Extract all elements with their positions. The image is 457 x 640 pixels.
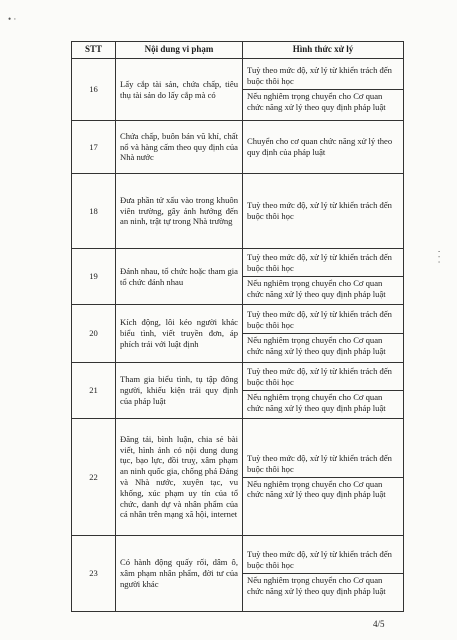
form-item: Tuỳ theo mức độ, xử lý từ khiển trách đến buộc thôi học	[247, 252, 392, 274]
row-form	[243, 363, 404, 419]
table-row	[72, 121, 404, 174]
row-stt: 16	[72, 59, 116, 121]
row-content: Có hành động quấy rối, dâm ô, xâm phạm nhân phẩm, đời tư của người khác	[116, 536, 243, 612]
form-item: Tuỳ theo mức độ, xử lý từ khiển trách đến buộc thôi học	[247, 549, 392, 571]
form-item: Tuỳ theo mức độ, xử lý từ khiển trách đến buộc thôi học	[247, 309, 392, 331]
violation-table	[71, 41, 404, 612]
table-row	[72, 536, 404, 612]
form-item: Chuyển cho cơ quan chức năng xử lý theo quy định của pháp luật	[247, 135, 393, 157]
row-content: Kích động, lôi kéo người khác biểu tình, viết truyền đơn, áp phích trái với luật định	[116, 305, 243, 363]
form-item: Tuỳ theo mức độ, xử lý từ khiển trách đến buộc thôi học	[247, 199, 392, 221]
header-content: Nội dung vi phạm	[116, 42, 243, 59]
row-form	[243, 59, 404, 121]
form-item: Nếu nghiêm trọng chuyển cho Cơ quan chức năng xử lý theo quy định pháp luật	[243, 276, 403, 302]
header-form: Hình thức xử lý	[243, 42, 404, 59]
row-form	[243, 121, 404, 174]
header-stt: STT	[72, 42, 116, 59]
table-row	[72, 363, 404, 419]
row-stt: 19	[72, 249, 116, 305]
form-item: Tuỳ theo mức độ, xử lý từ khiển trách đến buộc thôi học	[247, 65, 392, 87]
form-item: Nếu nghiêm trọng chuyển cho Cơ quan chức năng xử lý theo quy định pháp luật	[243, 573, 403, 599]
page-number: 4/5	[373, 619, 385, 629]
row-stt: 21	[72, 363, 116, 419]
row-stt: 18	[72, 174, 116, 249]
row-form	[243, 536, 404, 612]
form-item: Nếu nghiêm trọng chuyển cho Cơ quan chức năng xử lý theo quy định pháp luật	[243, 333, 403, 359]
row-form	[243, 249, 404, 305]
table-row	[72, 419, 404, 536]
table-row	[72, 249, 404, 305]
row-content: Đánh nhau, tổ chức hoặc tham gia tổ chức đánh nhau	[116, 249, 243, 305]
row-stt: 17	[72, 121, 116, 174]
row-stt: 20	[72, 305, 116, 363]
row-content: Lấy cắp tài sản, chứa chấp, tiêu thụ tài sản do lấy cắp mà có	[116, 59, 243, 121]
form-item: Nếu nghiêm trọng chuyển cho Cơ quan chức năng xử lý theo quy định pháp luật	[243, 390, 403, 416]
form-item: Nếu nghiêm trọng chuyển cho Cơ quan chức năng xử lý theo quy định pháp luật	[243, 477, 403, 503]
form-item: Nếu nghiêm trọng chuyển cho Cơ quan chức năng xử lý theo quy định pháp luật	[243, 89, 403, 115]
form-item: Tuỳ theo mức độ, xử lý từ khiển trách đến buộc thôi học	[247, 452, 392, 474]
table-row	[72, 174, 404, 249]
row-stt: 22	[72, 419, 116, 536]
row-form	[243, 419, 404, 536]
margin-stamp-mark: · · ·	[434, 250, 444, 264]
row-content: Tham gia biểu tình, tụ tập đông người, khiếu kiện trái quy định của pháp luật	[116, 363, 243, 419]
row-form	[243, 305, 404, 363]
table-row	[72, 59, 404, 121]
row-stt: 23	[72, 536, 116, 612]
table-header-row	[72, 42, 404, 59]
form-item: Tuỳ theo mức độ, xử lý từ khiển trách đến buộc thôi học	[247, 366, 392, 388]
scan-speck: • ·	[8, 14, 17, 24]
row-content: Đưa phần tử xấu vào trong khuôn viên trường, gây ảnh hưởng đến an ninh, trật tự trong Nhà trường	[116, 174, 243, 249]
row-form	[243, 174, 404, 249]
table-row	[72, 305, 404, 363]
row-content: Đăng tải, bình luận, chia sẻ bài viết, hình ảnh có nội dung dung tục, bạo lực, đồi truỵ, xâm phạm an ninh quốc gia, chống phá Đảng và Nhà nước, xuyên tạc, vu khống, xúc phạm uy tín của tổ chức, danh dự và nhân phẩm của cá nhân trên mạng xã hội, internet	[116, 419, 243, 536]
row-content: Chứa chấp, buôn bán vũ khí, chất nổ và hàng cấm theo quy định của Nhà nước	[116, 121, 243, 174]
